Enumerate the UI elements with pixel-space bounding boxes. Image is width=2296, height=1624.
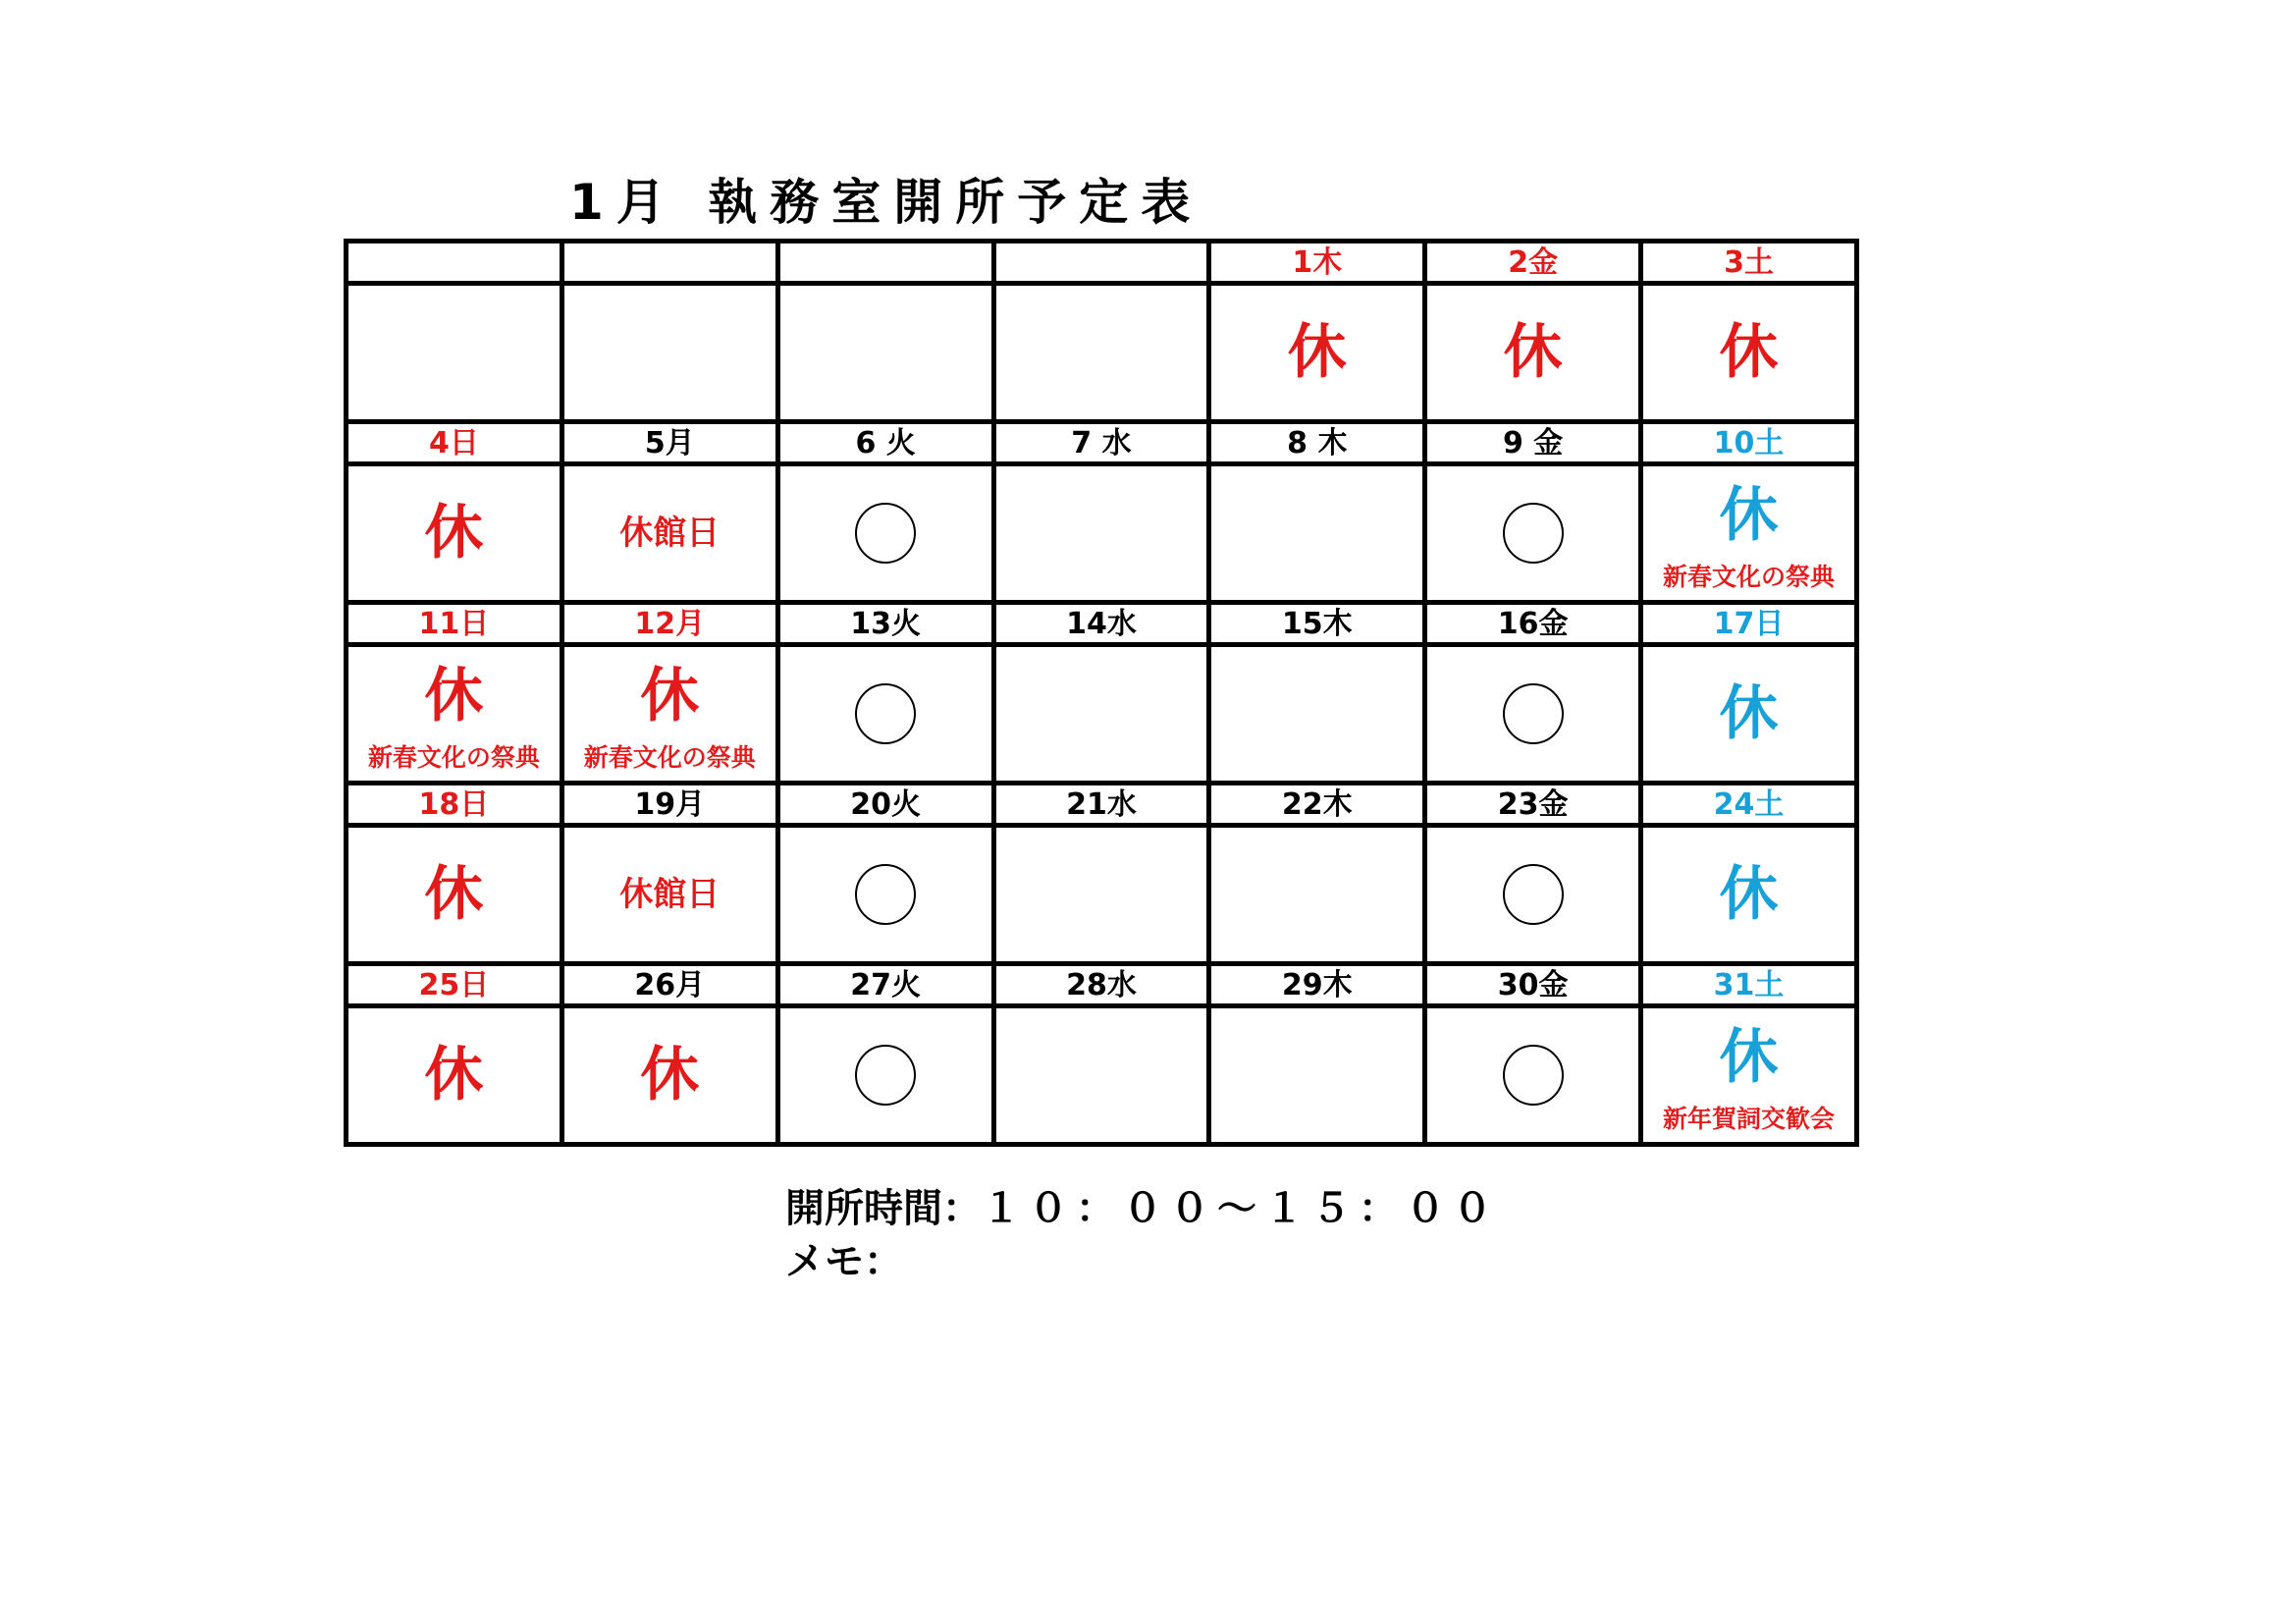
status-cell xyxy=(347,645,562,784)
status-content xyxy=(996,653,1207,776)
date-cell xyxy=(347,783,562,825)
date-label: 27火 xyxy=(850,967,921,1002)
status-cell xyxy=(777,826,993,964)
status-content xyxy=(348,834,560,956)
closed-mark: 休 xyxy=(1287,318,1347,388)
opening-hours-value: １０：００～１５：００ xyxy=(982,1186,1500,1231)
date-cell xyxy=(347,421,562,463)
open-circle-icon xyxy=(1503,1045,1564,1106)
status-cell xyxy=(347,284,562,422)
date-cell xyxy=(1425,963,1641,1005)
status-cell xyxy=(1641,645,1857,784)
date-label: 22木 xyxy=(1281,786,1353,822)
date-label: 3土 xyxy=(1724,244,1774,280)
event-note: 新春文化の祭典 xyxy=(367,742,540,772)
status-cell xyxy=(993,645,1209,784)
status-row xyxy=(347,826,1857,964)
page-title: 1月 執務室開所予定表 xyxy=(569,174,1203,231)
closed-mark: 休 xyxy=(1719,1022,1779,1092)
status-content xyxy=(564,292,775,414)
date-label: 8 木 xyxy=(1287,425,1348,460)
date-cell xyxy=(993,242,1209,284)
date-row xyxy=(347,783,1857,825)
status-cell xyxy=(1425,826,1641,964)
open-circle-icon xyxy=(1503,503,1564,564)
date-cell xyxy=(777,242,993,284)
closed-mark: 休 xyxy=(424,1041,484,1110)
open-circle-icon xyxy=(1503,864,1564,925)
status-content xyxy=(996,834,1207,956)
status-content xyxy=(1643,292,1854,414)
status-content xyxy=(1643,653,1854,776)
date-label: 25日 xyxy=(418,967,490,1002)
closed-mark: 休 xyxy=(640,1041,700,1110)
date-cell xyxy=(777,602,993,644)
status-content xyxy=(1427,1014,1638,1137)
closed-mark: 休 xyxy=(1719,318,1779,388)
date-cell xyxy=(1209,963,1425,1005)
date-label: 29木 xyxy=(1281,967,1353,1002)
status-content xyxy=(1643,472,1854,595)
date-label: 4日 xyxy=(428,425,479,460)
date-label: 15木 xyxy=(1281,606,1353,641)
date-label: 20火 xyxy=(850,786,921,822)
date-label: 31土 xyxy=(1713,967,1785,1002)
open-circle-icon xyxy=(1503,683,1564,744)
date-label: 7 水 xyxy=(1071,425,1132,460)
event-note: 新春文化の祭典 xyxy=(583,742,756,772)
date-label: 14水 xyxy=(1066,606,1137,641)
status-content xyxy=(564,1014,775,1137)
status-cell xyxy=(1209,464,1425,603)
status-cell xyxy=(1209,826,1425,964)
status-cell xyxy=(777,645,993,784)
date-row xyxy=(347,963,1857,1005)
date-cell xyxy=(561,783,777,825)
status-cell xyxy=(1641,464,1857,603)
status-content xyxy=(1427,472,1638,595)
date-cell xyxy=(1641,963,1857,1005)
open-circle-icon xyxy=(855,683,916,744)
closed-mark: 休 xyxy=(1719,860,1779,930)
open-circle-icon xyxy=(855,1045,916,1106)
memo xyxy=(785,1235,1500,1288)
status-content xyxy=(996,292,1207,414)
status-content xyxy=(348,653,560,776)
status-content xyxy=(348,292,560,414)
date-label: 11日 xyxy=(418,606,490,641)
date-cell xyxy=(1209,602,1425,644)
status-content xyxy=(1427,653,1638,776)
status-content xyxy=(780,653,991,776)
date-label: 19月 xyxy=(634,786,706,822)
status-content xyxy=(1211,653,1422,776)
date-label: 24土 xyxy=(1713,786,1785,822)
date-cell xyxy=(777,963,993,1005)
date-label: 21水 xyxy=(1066,786,1137,822)
status-content xyxy=(1427,834,1638,956)
closed-mark: 休 xyxy=(640,661,700,731)
status-cell xyxy=(777,464,993,603)
status-content xyxy=(1427,292,1638,414)
opening-hours-label: 開所時間： xyxy=(785,1186,982,1231)
status-cell xyxy=(1425,645,1641,784)
closed-mark: 休 xyxy=(424,499,484,568)
status-cell xyxy=(993,464,1209,603)
date-cell xyxy=(1641,602,1857,644)
status-cell xyxy=(347,826,562,964)
status-cell xyxy=(347,1006,562,1145)
status-cell xyxy=(347,464,562,603)
date-cell xyxy=(1425,242,1641,284)
date-cell xyxy=(1641,242,1857,284)
status-content xyxy=(996,1014,1207,1137)
event-note: 新春文化の祭典 xyxy=(1663,562,1836,591)
status-cell xyxy=(1209,1006,1425,1145)
memo-label: メモ： xyxy=(785,1239,903,1284)
date-cell xyxy=(1641,421,1857,463)
date-cell xyxy=(347,242,562,284)
status-row xyxy=(347,645,1857,784)
date-cell xyxy=(1209,242,1425,284)
date-cell xyxy=(561,242,777,284)
date-label: 30金 xyxy=(1497,967,1569,1002)
closed-mark: 休 xyxy=(1503,318,1563,388)
status-cell xyxy=(777,1006,993,1145)
opening-hours xyxy=(785,1182,1500,1235)
status-content xyxy=(1211,472,1422,595)
date-cell xyxy=(993,421,1209,463)
date-cell xyxy=(347,963,562,1005)
status-cell xyxy=(993,284,1209,422)
status-cell xyxy=(561,1006,777,1145)
status-content xyxy=(1643,834,1854,956)
status-cell xyxy=(561,645,777,784)
date-cell xyxy=(1641,783,1857,825)
status-cell xyxy=(1425,284,1641,422)
date-label: 2金 xyxy=(1508,244,1559,280)
date-cell xyxy=(993,602,1209,644)
date-cell xyxy=(347,602,562,644)
date-cell xyxy=(777,783,993,825)
status-content xyxy=(996,472,1207,595)
status-row xyxy=(347,284,1857,422)
status-cell xyxy=(1641,826,1857,964)
status-content xyxy=(348,1014,560,1137)
status-content xyxy=(1211,292,1422,414)
closed-mark: 休 xyxy=(1719,679,1779,749)
status-content xyxy=(564,653,775,776)
status-cell xyxy=(1641,1006,1857,1145)
status-content xyxy=(1643,1014,1854,1137)
status-cell xyxy=(1425,1006,1641,1145)
date-label: 18日 xyxy=(418,786,490,822)
footer xyxy=(785,1182,1500,1288)
date-cell xyxy=(561,963,777,1005)
date-cell xyxy=(1425,602,1641,644)
status-content xyxy=(1211,834,1422,956)
date-cell xyxy=(561,421,777,463)
status-cell xyxy=(993,826,1209,964)
status-cell xyxy=(777,284,993,422)
date-row xyxy=(347,602,1857,644)
status-cell xyxy=(1209,645,1425,784)
date-cell xyxy=(777,421,993,463)
closed-mark: 休 xyxy=(424,860,484,930)
date-row xyxy=(347,242,1857,284)
status-row xyxy=(347,464,1857,603)
status-content xyxy=(780,472,991,595)
library-closed-label: 休館日 xyxy=(619,514,721,554)
status-content xyxy=(780,834,991,956)
status-content xyxy=(564,472,775,595)
date-label: 6 火 xyxy=(855,425,916,460)
open-circle-icon xyxy=(855,503,916,564)
date-cell xyxy=(561,602,777,644)
status-row xyxy=(347,1006,1857,1145)
date-label: 23金 xyxy=(1497,786,1569,822)
date-label: 13火 xyxy=(850,606,921,641)
library-closed-label: 休館日 xyxy=(619,875,721,915)
status-content xyxy=(780,292,991,414)
date-label: 17日 xyxy=(1713,606,1785,641)
date-label: 28水 xyxy=(1066,967,1137,1002)
status-cell xyxy=(561,284,777,422)
status-content xyxy=(1211,1014,1422,1137)
status-cell xyxy=(1209,284,1425,422)
status-content xyxy=(564,834,775,956)
status-cell xyxy=(1425,464,1641,603)
status-content xyxy=(780,1014,991,1137)
date-label: 1木 xyxy=(1292,244,1343,280)
status-cell xyxy=(561,826,777,964)
date-cell xyxy=(1209,421,1425,463)
status-content xyxy=(348,472,560,595)
date-cell xyxy=(1425,783,1641,825)
date-label: 5月 xyxy=(644,425,695,460)
schedule-calendar xyxy=(344,239,1859,1147)
date-label: 12月 xyxy=(634,606,706,641)
status-cell xyxy=(1641,284,1857,422)
closed-mark: 休 xyxy=(1719,480,1779,550)
date-label: 26月 xyxy=(634,967,706,1002)
status-cell xyxy=(561,464,777,603)
date-row xyxy=(347,421,1857,463)
date-cell xyxy=(993,783,1209,825)
open-circle-icon xyxy=(855,864,916,925)
date-label: 9 金 xyxy=(1502,425,1564,460)
closed-mark: 休 xyxy=(424,661,484,731)
date-cell xyxy=(1425,421,1641,463)
status-cell xyxy=(993,1006,1209,1145)
date-label: 16金 xyxy=(1497,606,1569,641)
date-cell xyxy=(1209,783,1425,825)
event-note: 新年賀詞交歓会 xyxy=(1663,1104,1836,1133)
date-cell xyxy=(993,963,1209,1005)
date-label: 10土 xyxy=(1713,425,1785,460)
